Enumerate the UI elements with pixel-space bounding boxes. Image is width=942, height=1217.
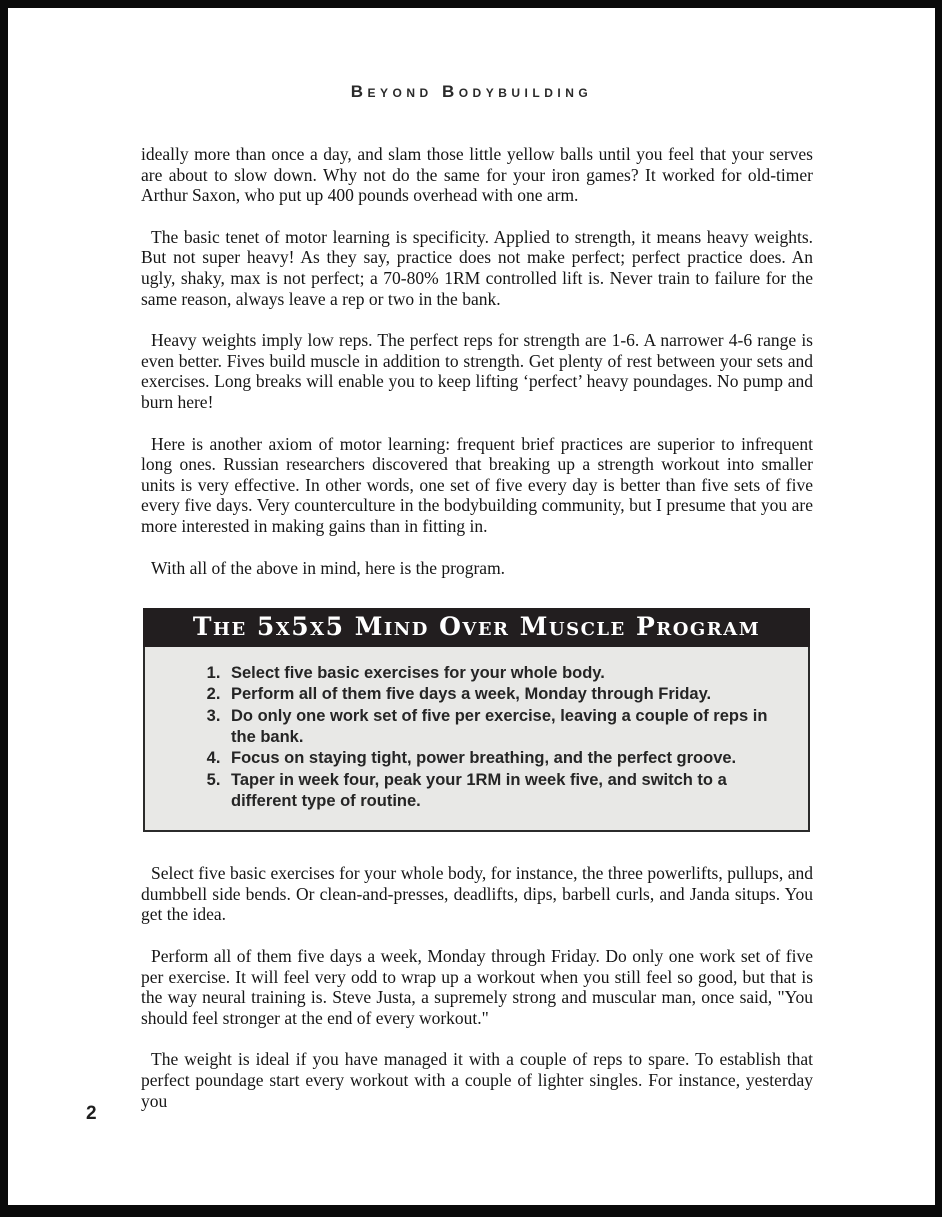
- paragraph: The weight is ideal if you have managed it with a couple of reps to spare. To establish that perfect poundage start every workout with a couple of lighter singles. For instance, yesterday you: [141, 1049, 813, 1111]
- body-text-column: [141, 144, 813, 1111]
- program-step: 3. Do only one work set of five per exercise, leaving a couple of reps in the bank.: [225, 706, 780, 749]
- page-number: 2: [86, 1103, 97, 1124]
- program-step-list: [173, 663, 780, 812]
- program-box-body: [143, 647, 810, 832]
- paragraph: ideally more than once a day, and slam those little yellow balls until you feel that your serves are about to slow down. Why not do the same for your iron games? It worked for old-timer Arthur Saxon, who put up 400 pounds overhead with one arm.: [141, 144, 813, 206]
- paragraph: The basic tenet of motor learning is specificity. Applied to strength, it means heavy weights. But not super heavy! As they say, practice does not make perfect; perfect practice does. An ugly, shaky, max is not perfect; a 70-80% 1RM controlled lift is. Never train to failure for the same reason, always leave a rep or two in the bank.: [141, 226, 813, 309]
- running-head-title: Beyond Bodybuilding: [350, 82, 593, 101]
- book-page: [8, 8, 935, 1205]
- paragraph: Heavy weights imply low reps. The perfect reps for strength are 1-6. A narrower 4-6 range is even better. Fives build muscle in addition to strength. Get plenty of rest between your sets and exercises. Long breaks will enable you to keep lifting ‘perfect’ heavy poundages. No pump and burn here!: [141, 330, 813, 412]
- paragraph: Here is another axiom of motor learning: frequent brief practices are superior to infrequent long ones. Russian researchers discovered that breaking up a strength workout into smaller units is very effective. In other words, one set of five every day is better than five sets of five every five days. Very counterculture in the bodybuilding community, but I presume that you are more interested in making gains than in fitting in.: [141, 433, 813, 536]
- paragraph: Select five basic exercises for your whole body, for instance, the three powerlifts, pullups, and dumbbell side bends. Or clean-and-presses, deadlifts, dips, barbell curls, and Janda situps. You get the idea.: [141, 863, 813, 925]
- program-step: 4. Focus on staying tight, power breathing, and the perfect groove.: [225, 748, 780, 769]
- program-step: 2. Perform all of them five days a week, Monday through Friday.: [225, 684, 780, 705]
- program-box: [143, 608, 810, 832]
- program-box-title: The 5x5x5 Mind Over Muscle Program: [143, 608, 810, 647]
- program-step: 1. Select five basic exercises for your whole body.: [225, 663, 780, 684]
- paragraph: With all of the above in mind, here is the program.: [151, 557, 506, 578]
- program-step: 5. Taper in week four, peak your 1RM in week five, and switch to a different type of routine.: [225, 770, 780, 813]
- paragraph: Perform all of them five days a week, Monday through Friday. Do only one work set of five per exercise. It will feel very odd to wrap up a workout when you still feel so good, but that is the way neural training is. Steve Justa, a supremely strong and muscular man, once said, "You should feel stronger at the end of every workout.": [141, 945, 813, 1028]
